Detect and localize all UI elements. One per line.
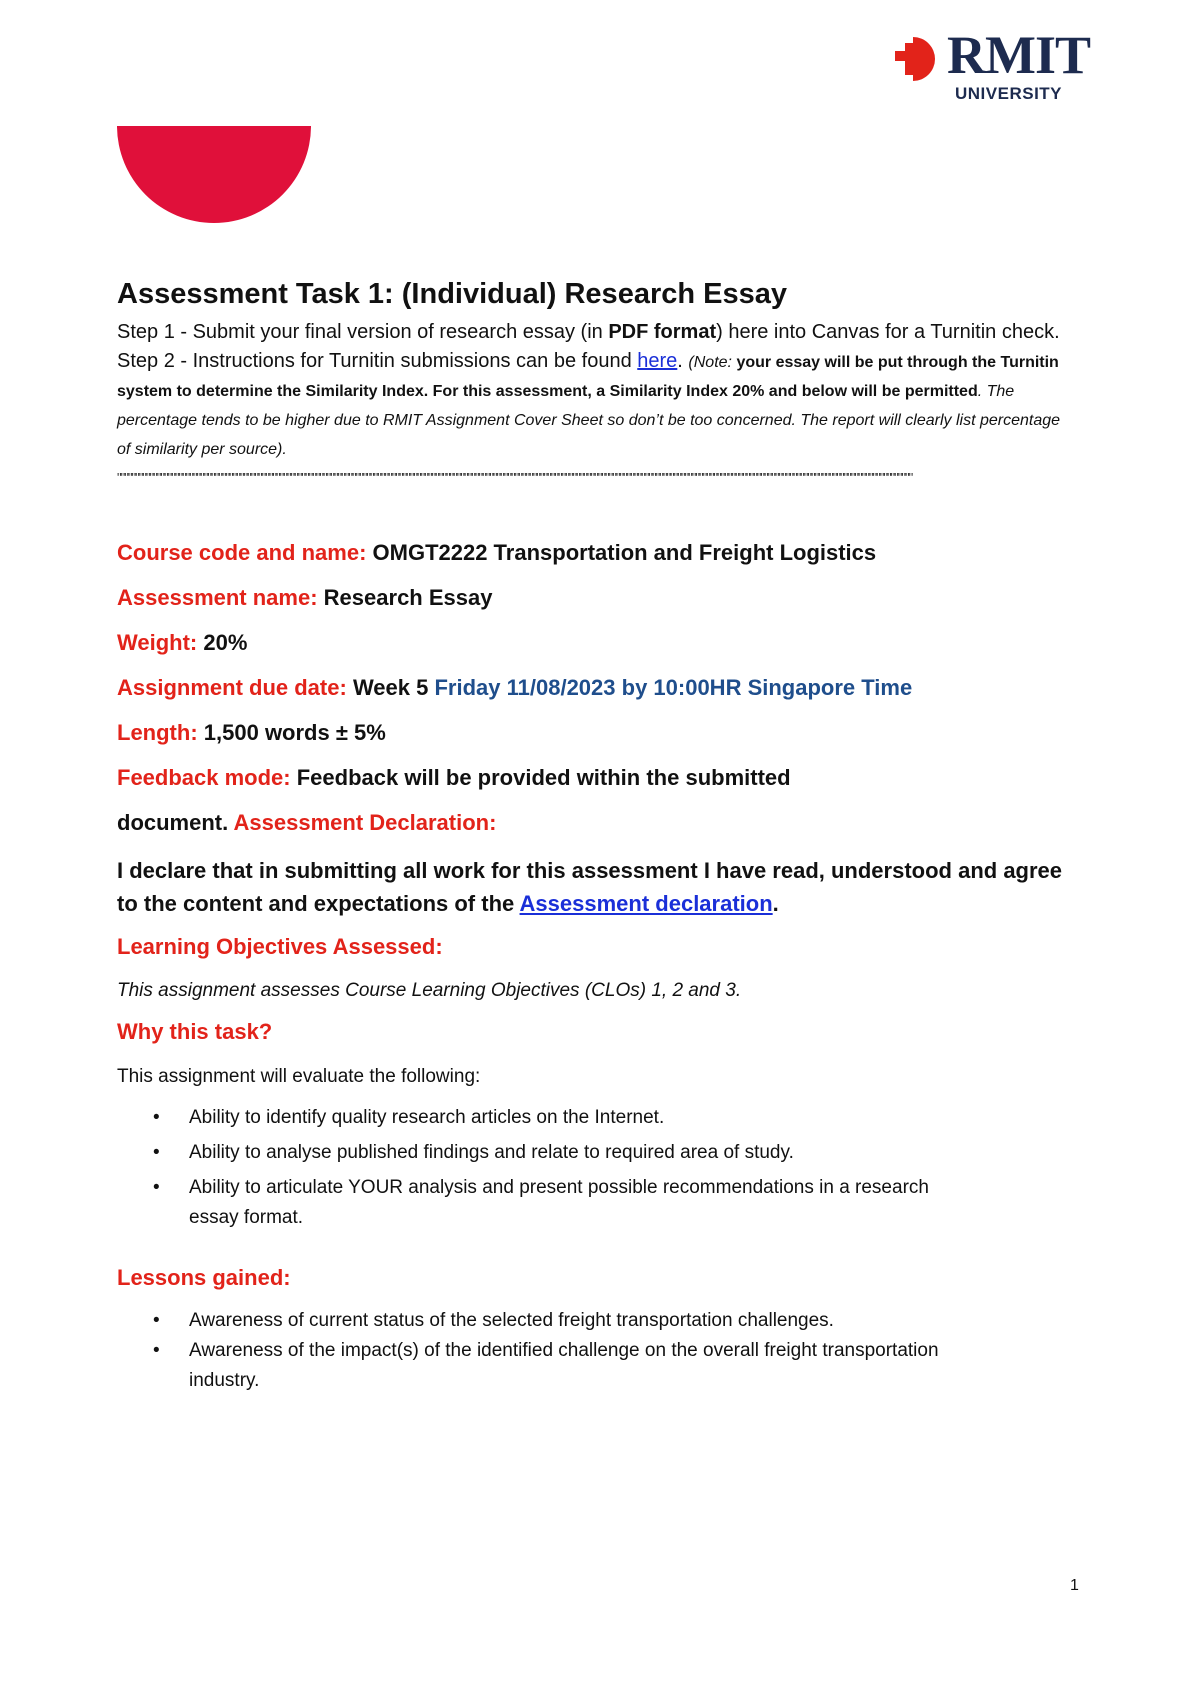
objectives-text: This assignment assesses Course Learning Objectives (CLOs) 1, 2 and 3. <box>117 980 742 1001</box>
feedback-value-end: document. <box>117 810 229 835</box>
feedback-declaration-row <box>117 808 496 838</box>
assessment-name-label: Assessment name: <box>117 585 318 610</box>
intro-section <box>117 276 1077 487</box>
list-item-text: Awareness of the impact(s) of the identified challenge on the overall freight transportation industry. <box>189 1340 939 1391</box>
weight-row <box>117 628 247 658</box>
step-1-text: Step 1 - Submit your final version of research essay (in <box>117 321 609 344</box>
step-2-text: Step 2 - Instructions for Turnitin submissions can be found <box>117 350 638 373</box>
list-item <box>117 1173 977 1233</box>
list-item-text: Ability to articulate YOUR analysis and present possible recommendations in a research essay format. <box>189 1177 929 1228</box>
red-half-circle-decoration <box>117 126 311 226</box>
objectives-heading: Learning Objectives Assessed: <box>117 934 443 959</box>
list-item-text: Ability to analyse published findings and relate to required area of study. <box>189 1142 794 1163</box>
step-2-text-end: . <box>677 350 689 373</box>
list-item <box>117 1103 977 1133</box>
bullet-icon: • <box>153 1142 160 1163</box>
note-bold-text: your essay will be put through the Turnitin system to determine the Similarity Index. For this assessment, a Similarity Index 20% and below will be permitted <box>117 354 1059 401</box>
course-value: OMGT2222 Transportation and Freight Logistics <box>372 540 877 565</box>
why-heading: Why this task? <box>117 1019 273 1044</box>
lessons-list <box>117 1306 977 1401</box>
page-title: Assessment Task 1: (Individual) Research Essay <box>117 278 787 310</box>
list-item <box>117 1138 977 1168</box>
logo-subtitle: UNIVERSITY <box>955 84 1063 103</box>
list-item <box>117 1306 977 1336</box>
assessment-name-row <box>117 583 492 613</box>
feedback-value: Feedback will be provided within the submitted <box>296 765 791 790</box>
due-date-row <box>117 673 912 703</box>
feedback-label: Feedback mode: <box>117 765 291 790</box>
declaration-text <box>117 854 1077 920</box>
why-list <box>117 1103 977 1238</box>
due-date-value: Friday 11/08/2023 by 10:00HR Singapore Time <box>434 675 913 700</box>
course-label: Course code and name: <box>117 540 367 565</box>
declaration-label: Assessment Declaration: <box>233 810 497 835</box>
why-intro: This assignment will evaluate the following: <box>117 1066 481 1087</box>
declaration-body: I declare that in submitting all work for this assessment I have read, understood and agree to the content and expectations of the <box>117 858 1063 916</box>
bullet-icon: • <box>153 1107 160 1128</box>
weight-value: 20% <box>203 630 248 655</box>
bullet-icon: • <box>153 1310 160 1331</box>
step-1-text-end: ) here into Canvas for a Turnitin check. <box>716 321 1060 344</box>
assessment-name-value: Research Essay <box>323 585 493 610</box>
logo-wordmark: RMIT <box>947 25 1090 85</box>
bullet-icon: • <box>153 1340 160 1361</box>
feedback-row <box>117 763 791 793</box>
bullet-icon: • <box>153 1177 160 1198</box>
quote-separator: """""""""""""""""""""""""""""""""""""""""""""""""""""""""""""""""""""""""""""""""""""""""""""""""""""""""""""""""""""""""""""""""""""""""""""""""""""""""""""""""""""""""""""""""""""""""""""""""""""""""""""""""""""""""""" <box>117 470 913 486</box>
weight-label: Weight: <box>117 630 198 655</box>
list-item <box>117 1336 977 1396</box>
list-item-text: Ability to identify quality research articles on the Internet. <box>189 1107 665 1128</box>
rmit-pixel-mark-icon <box>895 37 941 81</box>
due-label: Assignment due date: <box>117 675 347 700</box>
step-2 <box>117 347 1077 463</box>
list-item-text: Awareness of current status of the selected freight transportation challenges. <box>189 1310 834 1331</box>
step-1-bold: PDF format <box>608 321 717 344</box>
length-value: 1,500 words ± 5% <box>203 720 386 745</box>
length-row <box>117 718 386 748</box>
assessment-declaration-link[interactable]: Assessment declaration <box>519 891 773 916</box>
page-number: 1 <box>1070 1577 1079 1594</box>
step-1 <box>117 318 1077 347</box>
rmit-logo <box>895 25 1095 105</box>
note-italic-text: . The percentage tends to be higher due to RMIT Assignment Cover Sheet so don’t be too concerned. The report will clearly list percentage of similarity per source). <box>117 383 1061 459</box>
note-label: (Note: <box>688 354 732 372</box>
declaration-period: . <box>772 891 779 916</box>
due-week: Week 5 <box>352 675 429 700</box>
course-row <box>117 538 876 568</box>
turnitin-instructions-link[interactable]: here <box>637 350 678 373</box>
length-label: Length: <box>117 720 198 745</box>
lessons-heading: Lessons gained: <box>117 1265 291 1290</box>
